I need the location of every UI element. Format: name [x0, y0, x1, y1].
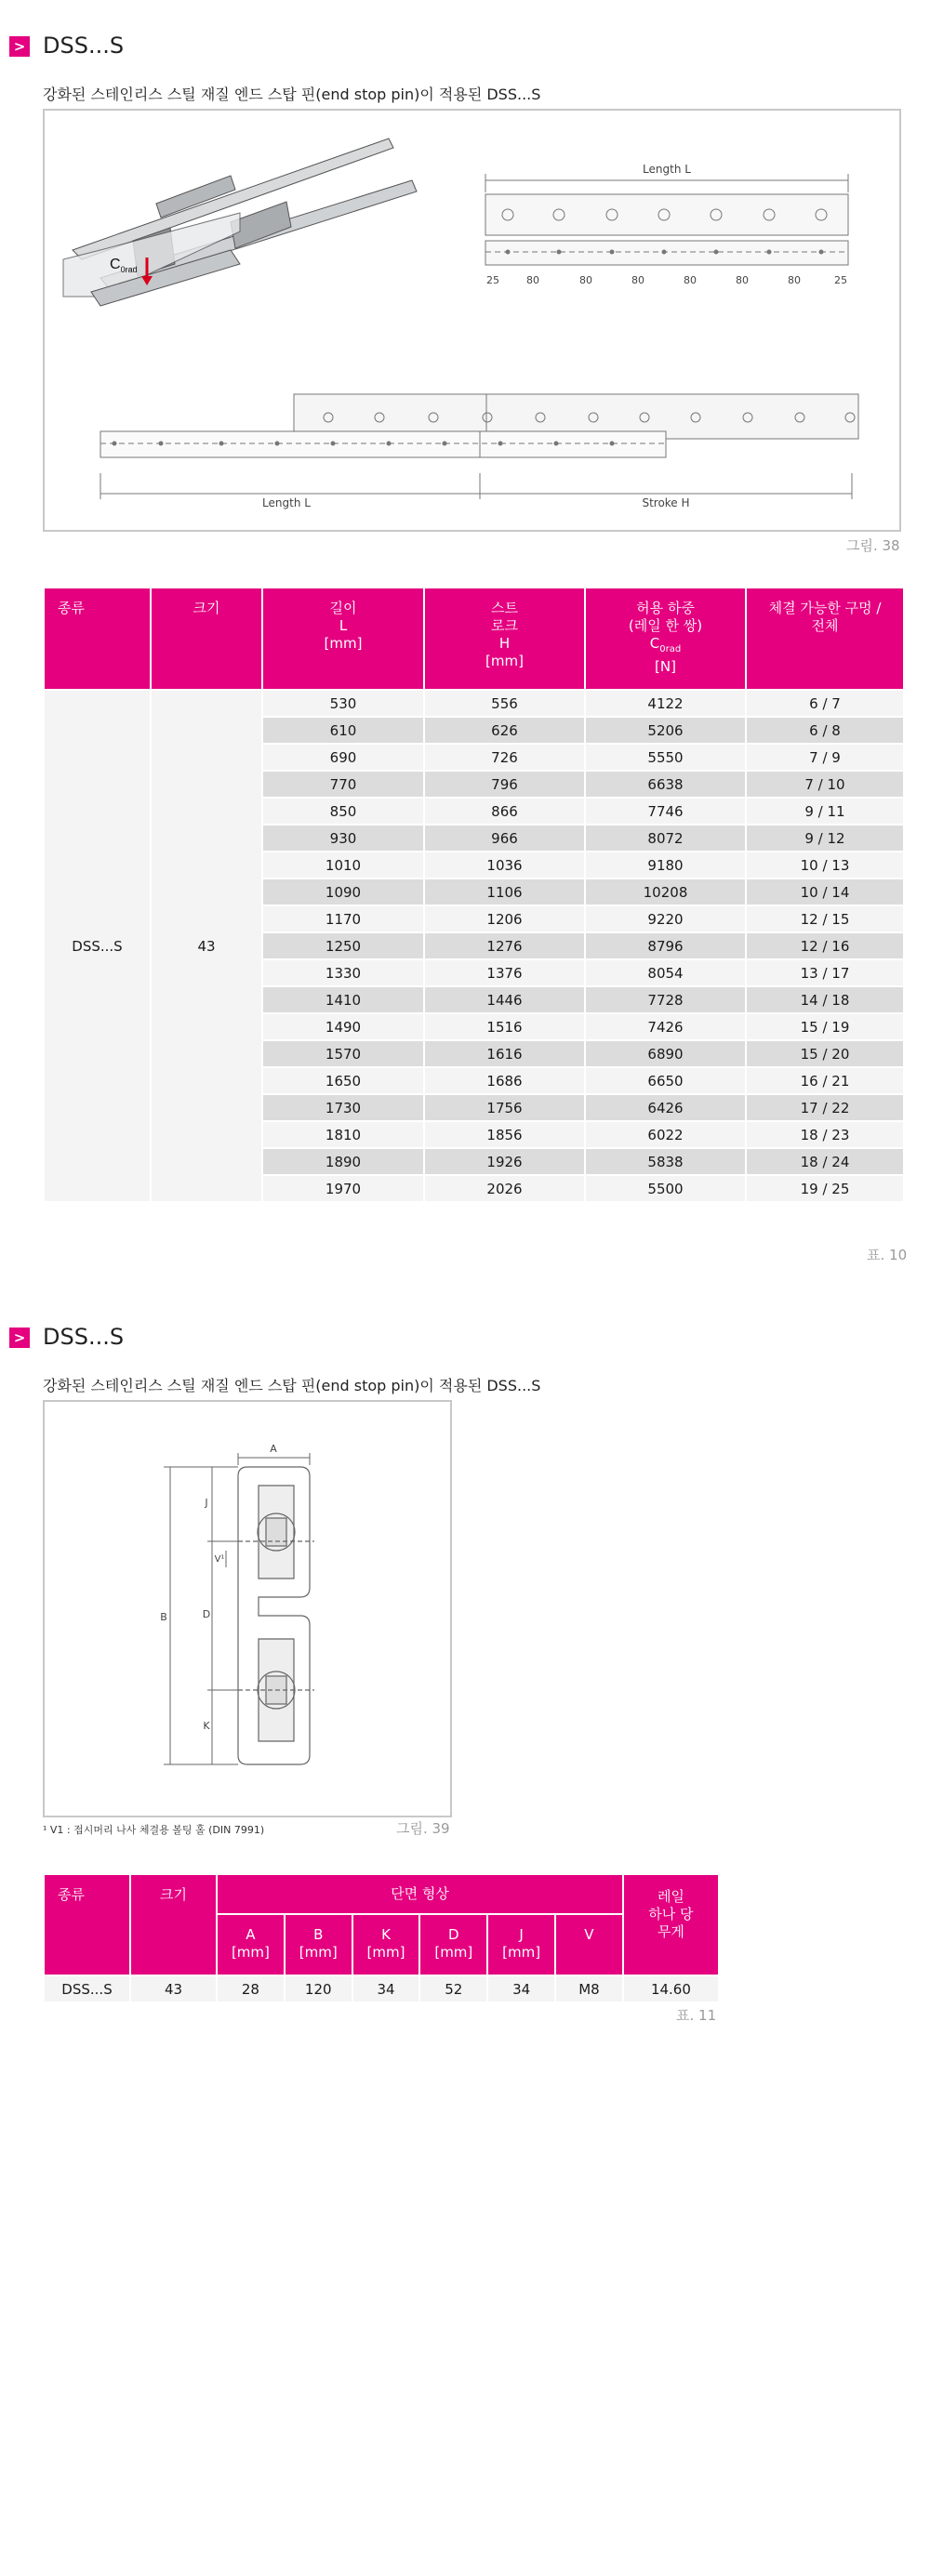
cell-holes: 14 / 18	[746, 986, 904, 1013]
t11-cell-j: 34	[487, 1975, 555, 2002]
cell-c: 6890	[585, 1040, 746, 1067]
header-holes: 체결 가능한 구멍 / 전체	[746, 588, 904, 690]
cell-l: 850	[262, 798, 424, 825]
dim-a-label: A	[270, 1443, 277, 1455]
dim-k-label: K	[203, 1720, 210, 1732]
cell-holes: 17 / 22	[746, 1094, 904, 1121]
cell-l: 1170	[262, 905, 424, 932]
cell-c: 8796	[585, 932, 746, 959]
rail-drawing	[45, 111, 899, 530]
figure-39	[43, 1400, 452, 1817]
table-11-caption: 표. 11	[676, 2007, 717, 2024]
cell-h: 1756	[424, 1094, 585, 1121]
cell-l: 1490	[262, 1013, 424, 1040]
cell-l: 610	[262, 717, 424, 744]
table-10-caption: 표. 10	[867, 1247, 908, 1263]
dimension-label: 25	[486, 274, 499, 286]
figure-38	[43, 109, 901, 532]
cell-h: 1686	[424, 1067, 585, 1094]
dim-d-label: D	[202, 1608, 211, 1620]
cell-holes: 9 / 12	[746, 825, 904, 852]
cell-holes: 15 / 20	[746, 1040, 904, 1067]
stroke-label: Stroke H	[642, 496, 690, 509]
cell-c: 5550	[585, 744, 746, 771]
assembly-pin-icon	[498, 442, 503, 446]
cell-l: 1250	[262, 932, 424, 959]
pin-marker-icon	[767, 250, 772, 255]
cell-h: 1106	[424, 878, 585, 905]
cell-h: 1206	[424, 905, 585, 932]
figure-38-caption: 그림. 38	[846, 537, 900, 554]
footnote-v1: ¹ V1 : 접시머리 나사 체결용 볼팅 홀 (DIN 7991)	[43, 1824, 265, 1836]
cell-c: 9180	[585, 852, 746, 878]
length-label-bottom: Length L	[262, 496, 311, 509]
cell-h: 2026	[424, 1175, 585, 1202]
assembly-pin-icon	[387, 442, 392, 446]
table-row	[44, 690, 904, 717]
t11-header-b: B [mm]	[285, 1914, 352, 1975]
cell-h: 1276	[424, 932, 585, 959]
section-title-2: DSS...S	[43, 1324, 125, 1350]
t11-header-size: 크기	[130, 1874, 217, 1975]
cell-h: 556	[424, 690, 585, 717]
assembly-pin-icon	[219, 442, 224, 446]
cell-l: 1330	[262, 959, 424, 986]
assembly-pin-icon	[554, 442, 559, 446]
pin-marker-icon	[506, 250, 511, 255]
cell-h: 626	[424, 717, 585, 744]
cell-l: 1410	[262, 986, 424, 1013]
cell-holes: 6 / 8	[746, 717, 904, 744]
cell-c: 5838	[585, 1148, 746, 1175]
cell-type: DSS...S	[44, 690, 151, 1202]
cell-holes: 16 / 21	[746, 1067, 904, 1094]
cell-h: 1376	[424, 959, 585, 986]
pin-marker-icon	[819, 250, 824, 255]
t11-cell-v: M8	[555, 1975, 623, 2002]
cell-holes: 12 / 16	[746, 932, 904, 959]
t11-header-k: K [mm]	[352, 1914, 420, 1975]
header-load	[585, 588, 746, 690]
t11-cell-size: 43	[130, 1975, 217, 2002]
t11-cell-weight: 14.60	[623, 1975, 719, 2002]
cell-h: 1616	[424, 1040, 585, 1067]
dimension-label: 80	[736, 274, 749, 286]
header-stroke: 스트 로크 H [mm]	[424, 588, 585, 690]
table-11	[43, 1873, 720, 2003]
pin-marker-icon	[557, 250, 562, 255]
t11-header-j: J [mm]	[487, 1914, 555, 1975]
cell-h: 1516	[424, 1013, 585, 1040]
header-type: 종류	[44, 588, 151, 690]
cell-l: 770	[262, 771, 424, 798]
assembly-pin-icon	[331, 442, 336, 446]
cell-c: 9220	[585, 905, 746, 932]
length-label-top: Length L	[643, 163, 691, 176]
cell-holes: 7 / 9	[746, 744, 904, 771]
assembly-pin-icon	[610, 442, 615, 446]
rail-profile-section	[238, 1467, 314, 1764]
cell-c: 4122	[585, 690, 746, 717]
cell-c: 10208	[585, 878, 746, 905]
section-title: DSS...S	[43, 33, 125, 59]
cell-c: 6638	[585, 771, 746, 798]
dimension-labels	[486, 274, 847, 286]
table-10	[43, 587, 905, 1203]
cell-holes: 12 / 15	[746, 905, 904, 932]
section-subtitle-2: 강화된 스테인리스 스틸 재질 엔드 스탑 핀(end stop pin)이 적용된 DSS...S	[43, 1377, 541, 1394]
header-load-subtitle: (레일 한 쌍)	[628, 617, 703, 634]
cell-h: 726	[424, 744, 585, 771]
cell-l: 1010	[262, 852, 424, 878]
cell-l: 1090	[262, 878, 424, 905]
dimension-label: 80	[684, 274, 697, 286]
t11-header-d: D [mm]	[419, 1914, 487, 1975]
cell-l: 1810	[262, 1121, 424, 1148]
t11-cell-a: 28	[217, 1975, 285, 2002]
t11-cell-d: 52	[419, 1975, 487, 2002]
isometric-rail-illustration	[63, 139, 417, 306]
cell-holes: 13 / 17	[746, 959, 904, 986]
pin-marker-icon	[714, 250, 719, 255]
pin-marker-icon	[610, 250, 615, 255]
cell-c: 6650	[585, 1067, 746, 1094]
t11-header-type: 종류	[44, 1874, 130, 1975]
assembly-pin-icon	[443, 442, 447, 446]
dim-j-label: J	[205, 1497, 208, 1509]
cell-holes: 9 / 11	[746, 798, 904, 825]
cell-holes: 10 / 13	[746, 852, 904, 878]
t11-header-weight: 레일 하나 당 무게	[623, 1874, 719, 1975]
cell-h: 866	[424, 798, 585, 825]
dimension-label: 80	[579, 274, 592, 286]
t11-header-a: A [mm]	[217, 1914, 285, 1975]
cell-l: 1730	[262, 1094, 424, 1121]
cell-l: 1650	[262, 1067, 424, 1094]
figure-39-caption: 그림. 39	[396, 1820, 450, 1837]
section-marker-icon-2: >	[9, 1328, 30, 1348]
cell-holes: 18 / 24	[746, 1148, 904, 1175]
c0rad-label: $C_{0rad}$	[110, 257, 138, 274]
cell-holes: 10 / 14	[746, 878, 904, 905]
cell-holes: 19 / 25	[746, 1175, 904, 1202]
cell-c: 5206	[585, 717, 746, 744]
header-length: 길이 L [mm]	[262, 588, 424, 690]
cell-h: 1926	[424, 1148, 585, 1175]
section-subtitle: 강화된 스테인리스 스틸 재질 엔드 스탑 핀(end stop pin)이 적용된 DSS...S	[43, 86, 541, 103]
assembly-pin-icon	[275, 442, 280, 446]
cell-c: 6426	[585, 1094, 746, 1121]
t11-header-profile: 단면 형상	[217, 1874, 623, 1914]
cell-l: 1570	[262, 1040, 424, 1067]
t11-cell-k: 34	[352, 1975, 420, 2002]
t11-header-v: V	[555, 1914, 623, 1975]
header-size: 크기	[151, 588, 262, 690]
cell-h: 1856	[424, 1121, 585, 1148]
cell-l: 930	[262, 825, 424, 852]
cell-h: 1446	[424, 986, 585, 1013]
cell-l: 1970	[262, 1175, 424, 1202]
cell-c: 8054	[585, 959, 746, 986]
cell-c: 8072	[585, 825, 746, 852]
cell-holes: 6 / 7	[746, 690, 904, 717]
cell-holes: 15 / 19	[746, 1013, 904, 1040]
dimension-label: 80	[526, 274, 539, 286]
profile-drawing	[45, 1402, 450, 1816]
cell-h: 796	[424, 771, 585, 798]
cell-holes: 18 / 23	[746, 1121, 904, 1148]
dimension-label: 80	[788, 274, 801, 286]
cell-l: 690	[262, 744, 424, 771]
header-load-unit: [N]	[655, 658, 676, 675]
cell-l: 530	[262, 690, 424, 717]
dim-v1-label: V¹	[214, 1554, 225, 1565]
pin-marker-icon	[662, 250, 667, 255]
rail-assembly-drawing	[100, 394, 858, 499]
cell-c: 6022	[585, 1121, 746, 1148]
t11-cell-b: 120	[285, 1975, 352, 2002]
header-load-title: 허용 하중	[636, 600, 695, 616]
cell-h: 966	[424, 825, 585, 852]
section-marker-icon: >	[9, 36, 30, 57]
cell-c: 5500	[585, 1175, 746, 1202]
cell-c: 7746	[585, 798, 746, 825]
cell-size: 43	[151, 690, 262, 1202]
cell-c: 7728	[585, 986, 746, 1013]
cell-l: 1890	[262, 1148, 424, 1175]
assembly-pin-icon	[113, 442, 117, 446]
dimension-label: 25	[834, 274, 847, 286]
dim-b-label: B	[160, 1611, 167, 1623]
cell-h: 1036	[424, 852, 585, 878]
t11-row	[44, 1975, 719, 2002]
cell-holes: 7 / 10	[746, 771, 904, 798]
header-load-symbol: $C_{0rad}$	[649, 635, 682, 654]
dimension-label: 80	[631, 274, 644, 286]
assembly-pin-icon	[159, 442, 164, 446]
table-header-row	[44, 588, 904, 690]
cell-c: 7426	[585, 1013, 746, 1040]
t11-cell-type: DSS...S	[44, 1975, 130, 2002]
